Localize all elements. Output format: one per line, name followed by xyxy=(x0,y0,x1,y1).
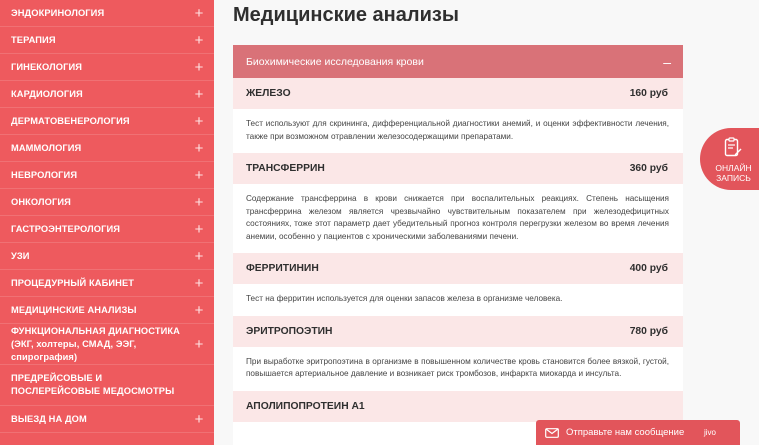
online-booking-label: ОНЛАЙН ЗАПИСЬ xyxy=(715,163,752,183)
test-name: ЖЕЛЕЗО xyxy=(246,88,291,99)
sidebar-item-label: МАММОЛОГИЯ xyxy=(11,142,82,153)
sidebar-item-dermatovenerology[interactable] xyxy=(0,108,214,135)
plus-icon[interactable]: + xyxy=(194,335,204,353)
sidebar-item-gynecology[interactable] xyxy=(0,54,214,81)
sidebar-item-neurology[interactable] xyxy=(0,162,214,189)
plus-icon[interactable]: + xyxy=(194,274,204,292)
test-item-header xyxy=(233,391,683,422)
test-price: 160 руб xyxy=(629,88,668,99)
plus-icon[interactable]: + xyxy=(194,4,204,22)
sidebar-item-procedure-room[interactable] xyxy=(0,270,214,297)
test-name: ТРАНСФЕРРИН xyxy=(246,163,325,174)
sidebar-item-home-visit[interactable] xyxy=(0,406,214,433)
test-description: Тест на ферритин используется для оценки запасов железа в организме человека. xyxy=(233,284,683,316)
test-price: 400 руб xyxy=(629,263,668,274)
test-name: ФЕРРИТИНИН xyxy=(246,263,319,274)
sidebar-item-endocrinology[interactable] xyxy=(0,0,214,27)
sidebar-item-label: ВЫЕЗД НА ДОМ xyxy=(11,413,87,424)
plus-icon[interactable]: + xyxy=(194,31,204,49)
accordion-title: Биохимические исследования крови xyxy=(246,55,424,68)
sidebar-item-label: ОНКОЛОГИЯ xyxy=(11,196,71,207)
jivo-brand: jivo xyxy=(703,428,716,437)
sidebar-item-label: ДЕРМАТОВЕНЕРОЛОГИЯ xyxy=(11,115,130,126)
plus-icon[interactable]: + xyxy=(194,410,204,428)
plus-icon[interactable]: + xyxy=(194,58,204,76)
sidebar xyxy=(0,0,214,445)
plus-icon[interactable]: + xyxy=(194,220,204,238)
plus-icon[interactable]: + xyxy=(194,139,204,157)
plus-icon[interactable]: + xyxy=(194,301,204,319)
sidebar-item-therapy[interactable] xyxy=(0,27,214,54)
accordion xyxy=(233,45,683,445)
sidebar-item-cardiology[interactable] xyxy=(0,81,214,108)
test-description: Содержание трансферрина в крови снижается при воспалительных реакциях. Степень насыщения трансферрина железом является чрезвычайно чувствительным показателем при железодефицитных состояниях, тоже этот параметр дает убедительный прогноз контроля перегрузки железом во время лечения анемии, особенно у пациентов с хроническими заболеваниями печени. xyxy=(233,184,683,253)
chat-widget-label: Отправьте нам сообщение xyxy=(566,427,685,438)
sidebar-item-oncology[interactable] xyxy=(0,189,214,216)
sidebar-item-label: ЭНДОКРИНОЛОГИЯ xyxy=(11,7,105,18)
plus-icon[interactable]: + xyxy=(194,193,204,211)
test-item-header xyxy=(233,316,683,347)
sidebar-item-mammology[interactable] xyxy=(0,135,214,162)
main-content xyxy=(214,0,759,445)
test-description: Тест используют для скрининга, дифференциальной диагностики анемий, и оценки эффективности лечения, также при возможном отравлении железосодержащими препаратами. xyxy=(233,109,683,153)
sidebar-item-label: ГАСТРОЭНТЕРОЛОГИЯ xyxy=(11,223,121,234)
collapse-icon[interactable]: – xyxy=(663,53,671,70)
sidebar-item-functional-diagnostics[interactable] xyxy=(0,324,214,365)
test-price: 780 руб xyxy=(629,325,668,337)
sidebar-item-medical-checkups[interactable] xyxy=(0,365,214,406)
clipboard-pen-icon xyxy=(724,137,742,157)
test-description: При выработке эритропоэтина в организме в повышенном количестве кровь становится более вязкой, густой, повышается артериальное давление и возникает риск тромбозов, инфаркта миокарда и инсульта. xyxy=(233,347,683,391)
sidebar-item-label: ТЕРАПИЯ xyxy=(11,34,56,45)
online-booking-button[interactable] xyxy=(700,128,759,190)
chat-icon xyxy=(545,428,559,438)
sidebar-item-label: КАРДИОЛОГИЯ xyxy=(11,88,83,99)
sidebar-item-label: ПРЕДРЕЙСОВЫЕ И ПОСЛЕРЕЙСОВЫЕ МЕДОСМОТРЫ xyxy=(11,373,175,396)
plus-icon[interactable]: + xyxy=(194,247,204,265)
sidebar-item-label: ФУНКЦИОНАЛЬНАЯ ДИАГНОСТИКА (ЭКГ, холтеры, СМАД, ЭЭГ, спирография) xyxy=(11,325,180,362)
sidebar-item-label: УЗИ xyxy=(11,250,30,261)
chat-widget-bar[interactable] xyxy=(536,420,740,445)
plus-icon[interactable]: + xyxy=(194,112,204,130)
page-title: Медицинские анализы xyxy=(233,4,459,26)
plus-icon[interactable]: + xyxy=(194,85,204,103)
test-item-header xyxy=(233,253,683,284)
accordion-header[interactable] xyxy=(233,45,683,78)
plus-icon[interactable]: + xyxy=(194,166,204,184)
sidebar-item-gastroenterology[interactable] xyxy=(0,216,214,243)
sidebar-item-label: МЕДИЦИНСКИЕ АНАЛИЗЫ xyxy=(11,304,137,315)
sidebar-item-label: ПРОЦЕДУРНЫЙ КАБИНЕТ xyxy=(11,277,135,288)
sidebar-item-medical-tests[interactable] xyxy=(0,297,214,324)
sidebar-item-label: ГИНЕКОЛОГИЯ xyxy=(11,61,83,72)
test-name: ЭРИТРОПОЭТИН xyxy=(246,325,333,337)
test-price: 360 руб xyxy=(629,163,668,174)
test-item-header xyxy=(233,78,683,109)
test-name: АПОЛИПОПРОТЕИН А1 xyxy=(246,400,365,412)
sidebar-item-label: НЕВРОЛОГИЯ xyxy=(11,169,78,180)
test-item-header xyxy=(233,153,683,184)
sidebar-item-ultrasound[interactable] xyxy=(0,243,214,270)
